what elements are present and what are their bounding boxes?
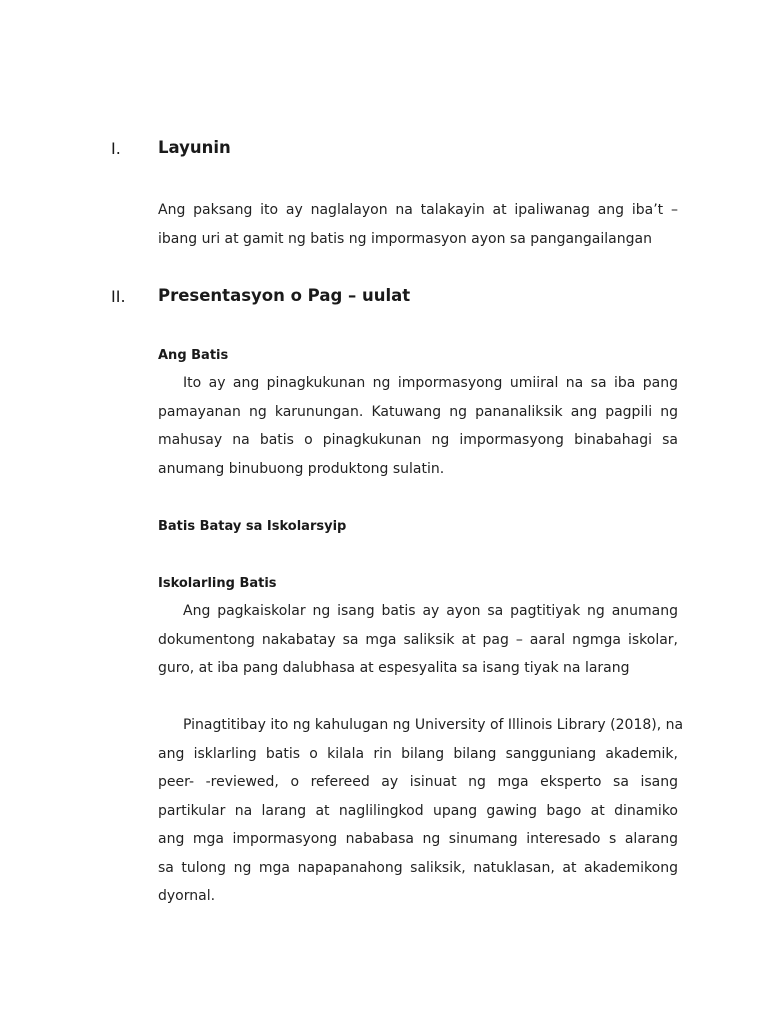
ang-batis-heading: Ang Batis	[158, 348, 229, 363]
paragraph-line: pamayanan ng karunungan. Katuwang ng pananaliksik ang pagpili ng	[158, 403, 678, 420]
paragraph-line: ibang uri at gamit ng batis ng impormasyon ayon sa pangangailangan	[158, 230, 652, 247]
paragraph-line: ang mga impormasyong nababasa ng sinumang interesado s alarang	[158, 831, 678, 847]
paragraph-line: Ang paksang ito ay naglalayon na talakayin at ipaliwanag ang iba’t –	[158, 202, 678, 218]
section-1-numeral: I.	[111, 139, 121, 158]
paragraph-line: sa tulong ng mga napapanahong saliksik, natuklasan, at akademikong	[158, 859, 678, 876]
paragraph-line: dokumentong nakabatay sa mga saliksik at pag – aaral ngmga iskolar,	[158, 631, 678, 648]
paragraph-line: guro, at iba pang dalubhasa at espesyalita sa isang tiyak na larang	[158, 660, 630, 676]
paragraph-line: partikular na larang at naglilingkod upang gawing bago at dinamiko	[158, 802, 678, 819]
iskolarling-batis-heading: Iskolarling Batis	[158, 576, 277, 591]
paragraph-line: mahusay na batis o pinagkukunan ng impormasyong binabahagi sa	[158, 432, 678, 448]
section-2-numeral: II.	[111, 287, 126, 306]
section-1-title: Layunin	[158, 138, 231, 157]
paragraph-line: Ito ay ang pinagkukunan ng impormasyong umiiral na sa iba pang	[183, 375, 678, 391]
ang-batis-paragraph	[158, 369, 678, 483]
paragraph-line: Ang pagkaiskolar ng isang batis ay ayon sa pagtitiyak ng anumang	[183, 603, 678, 619]
paragraph-line: peer- -reviewed, o refereed ay isinuat ng mga eksperto sa isang	[158, 774, 678, 790]
pinagtitibay-paragraph	[158, 711, 684, 911]
paragraph-line: dyornal.	[158, 888, 216, 904]
paragraph-line: Pinagtitibay ito ng kahulugan ng University of Illinois Library (2018), na	[183, 717, 684, 733]
paragraph-line: anumang binubuong produktong sulatin.	[158, 460, 445, 477]
section-2-title: Presentasyon o Pag – uulat	[158, 286, 411, 305]
section-1-paragraph	[158, 196, 678, 253]
paragraph-line: ang isklarling batis o kilala rin bilang bilang sangguniang akademik,	[158, 745, 678, 762]
iskolarling-batis-paragraph	[158, 597, 678, 683]
batis-batay-heading: Batis Batay sa Iskolarsyip	[158, 519, 347, 534]
